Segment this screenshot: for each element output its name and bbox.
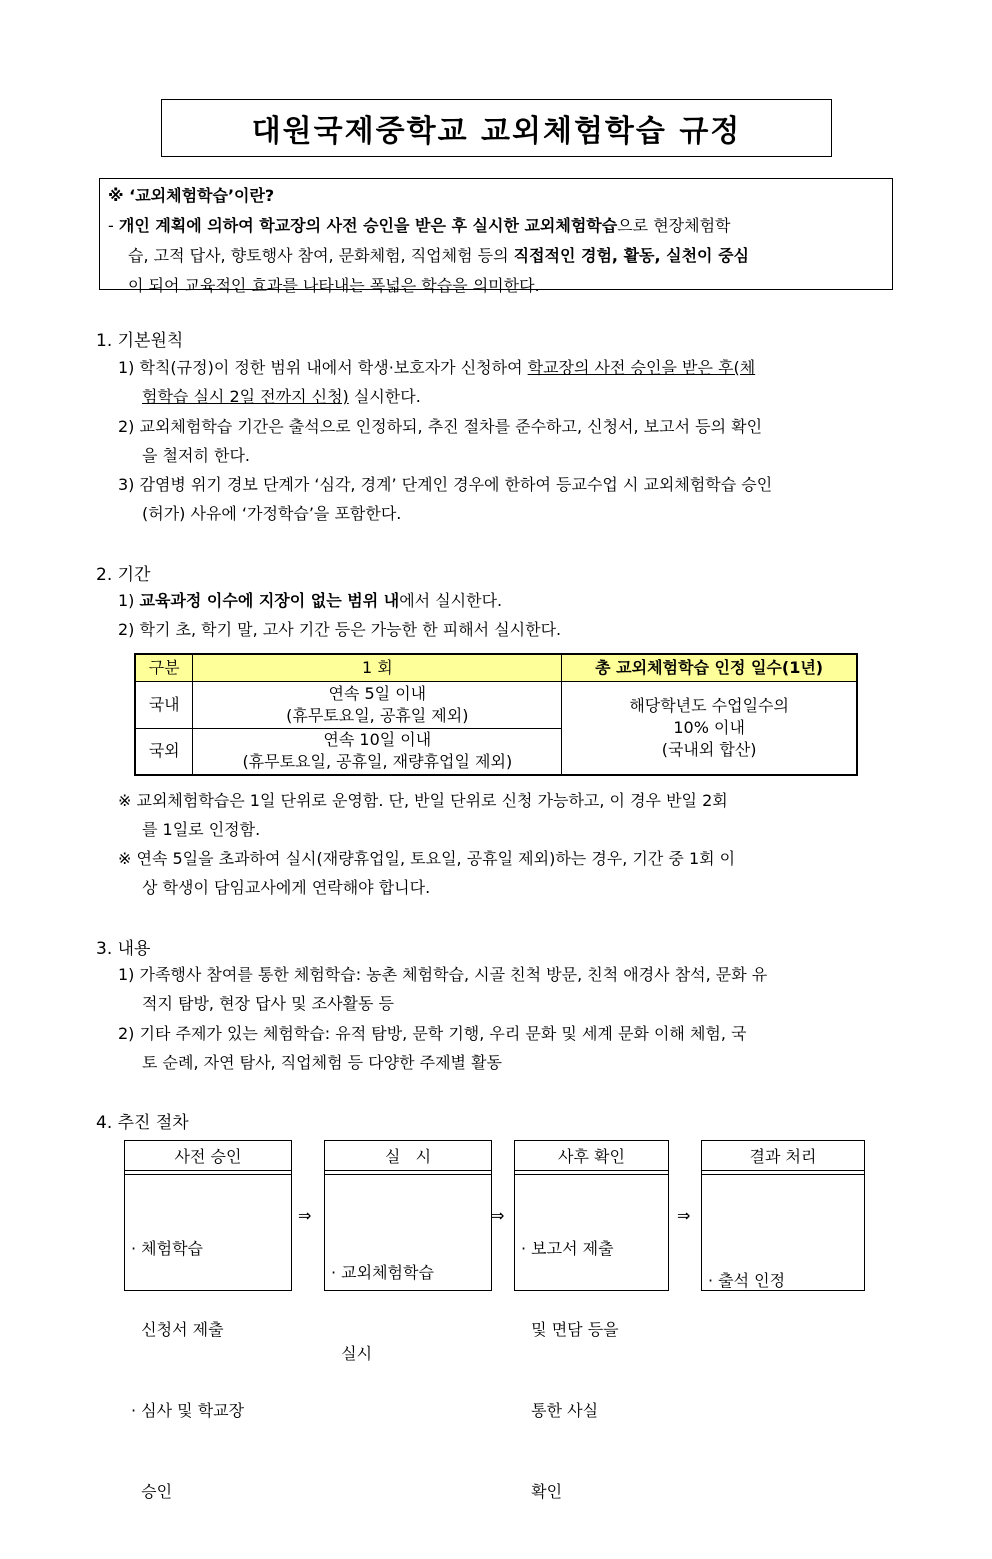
flow-step-line: 실시 <box>331 1344 373 1363</box>
definition-heading: ※ ‘교외체험학습’이란? <box>108 186 275 205</box>
flow-arrow-icon: ⇒ <box>298 1206 312 1225</box>
overseas-once-line-1: 연속 10일 이내 <box>323 730 432 750</box>
section-2-title: 2. 기간 <box>96 565 151 585</box>
s3-item1-line-2: 적지 탐방, 현장 답사 및 조사활동 등 <box>142 994 394 1013</box>
s3-item2-line-1: 2) 기타 주제가 있는 체험학습: 유적 탐방, 문학 기행, 우리 문화 및 세계 문화 이해 체험, 국 <box>118 1024 747 1043</box>
period-table <box>134 653 858 776</box>
s1-item2-line-1: 2) 교외체험학습 기간은 출석으로 인정하되, 추진 절차를 준수하고, 신청서, 보고서 등의 확인 <box>118 417 763 436</box>
s1-item1-underline-1: 학교장의 사전 승인을 받은 후(체 <box>527 358 756 377</box>
flow-step-line: 통한 사실 <box>521 1401 599 1420</box>
flow-step-line: · 출석 인정 <box>708 1271 786 1290</box>
s2-item1-rest: 에서 실시한다. <box>399 591 503 610</box>
flow-step-body <box>325 1174 491 1363</box>
domestic-once-line-2: (휴무토요일, 공휴일 제외) <box>286 705 469 725</box>
s2-item1-bold: 교육과정 이수에 지장이 없는 범위 내 <box>139 591 400 610</box>
flow-step-line: · 교외체험학습 <box>331 1263 434 1282</box>
definition-bold-2: 직접적인 경험, 활동, 실천이 중심 <box>513 246 749 265</box>
flow-step-result <box>701 1140 865 1291</box>
s1-item3-line-2: (허가) 사유에 ‘가정학습’을 포함한다. <box>142 504 402 523</box>
s1-item1-underline-2: 험학습 실시 2일 전까지 신청) <box>142 387 349 406</box>
header-once: 1 회 <box>193 654 562 681</box>
s2-note2-line-1: ※ 연속 5일을 초과하여 실시(재량휴업일, 토요일, 공휴일 제외)하는 경우, 기간 중 1회 이 <box>118 849 736 868</box>
flow-step-head: 결과 처리 <box>702 1141 864 1171</box>
flow-arrow-icon: ⇒ <box>491 1206 505 1225</box>
s3-item1-line-1: 1) 가족행사 참여를 통한 체험학습: 농촌 체험학습, 시골 친척 방문, 친척 애경사 참석, 문화 유 <box>118 965 768 984</box>
row-once-domestic <box>193 681 562 728</box>
flow-step-head: 사전 승인 <box>125 1141 291 1171</box>
section-2-note-2 <box>118 844 898 902</box>
s1-item2-line-2: 을 철저히 한다. <box>142 446 250 465</box>
total-days-cell <box>562 681 857 775</box>
section-3-item-2 <box>118 1019 898 1077</box>
header-type: 구분 <box>135 654 193 681</box>
section-1-title: 1. 기본원칙 <box>96 331 184 351</box>
flow-step-line: · 심사 및 학교장 <box>131 1401 245 1420</box>
section-4-title: 4. 추진 절차 <box>96 1113 189 1133</box>
s2-note1-line-1: ※ 교외체험학습은 1일 단위로 운영함. 단, 반일 단위로 신청 가능하고, 이 경우 반일 2회 <box>118 791 728 810</box>
section-2-item-2: 2) 학기 초, 학기 말, 고사 기간 등은 가능한 한 피해서 실시한다. <box>118 620 562 639</box>
page-title: 대원국제중학교 교외체험학습 규정 <box>251 114 742 149</box>
header-total: 총 교외체험학습 인정 일수(1년) <box>562 654 857 681</box>
s2-item1-prefix: 1) <box>118 591 140 610</box>
row-once-overseas <box>193 728 562 775</box>
s3-item2-line-2: 토 순례, 자연 탐사, 직업체험 등 다양한 주제별 활동 <box>142 1053 502 1072</box>
flow-step-line: · 체험학습 <box>131 1239 203 1258</box>
section-2-note-1 <box>118 786 898 844</box>
total-line-1: 해당학년도 수업일수의 <box>629 695 789 715</box>
section-2-item-1 <box>118 586 898 615</box>
definition-bold-1: 개인 계획에 의하여 학교장의 사전 승인을 받은 후 실시한 교외체험학습 <box>118 216 618 235</box>
section-1-item-2 <box>118 412 898 470</box>
flow-step-line: 및 면담 등을 <box>521 1320 619 1339</box>
flow-step-execution <box>324 1140 492 1363</box>
definition-box <box>99 178 893 295</box>
section-1-item-3 <box>118 470 898 528</box>
row-type-overseas: 국외 <box>135 728 193 775</box>
section-3-item-1 <box>118 960 898 1018</box>
s1-item3-line-1: 3) 감염병 위기 경보 단계가 ‘심각, 경계’ 단계인 경우에 한하여 등교수업 시 교외체험학습 승인 <box>118 475 773 494</box>
flow-step-head: 실 시 <box>325 1141 491 1171</box>
flow-step-line: 승인 <box>131 1482 173 1501</box>
period-table-header-row <box>135 654 857 681</box>
s2-note1-line-2: 를 1일로 인정함. <box>142 820 261 839</box>
section-3-title: 3. 내용 <box>96 939 151 959</box>
flow-step-body <box>125 1174 291 1501</box>
table-row <box>135 681 857 728</box>
definition-line-1 <box>108 211 884 241</box>
total-line-2: 10% 이내 <box>673 717 745 737</box>
flow-step-line: 확인 <box>521 1482 563 1501</box>
s1-item1-end: 실시한다. <box>348 387 421 406</box>
total-line-3: (국내외 합산) <box>661 739 757 759</box>
definition-dash: - <box>108 216 119 235</box>
flow-step-followup <box>514 1140 669 1501</box>
flow-step-body <box>515 1174 668 1501</box>
definition-rest-1: 으로 현장체험학 <box>617 216 731 235</box>
definition-line-3: 이 되어 교육적인 효과를 나타내는 폭넓은 학습을 의미한다. <box>128 276 540 295</box>
flow-step-line: · 보고서 제출 <box>521 1239 614 1258</box>
flow-step-line: 신청서 제출 <box>131 1320 224 1339</box>
definition-line-2 <box>108 241 884 271</box>
s2-note2-line-2: 상 학생이 담임교사에게 연락해야 합니다. <box>142 878 431 897</box>
s1-item1-text: 1) 학칙(규정)이 정한 범위 내에서 학생·보호자가 신청하여 <box>118 358 528 377</box>
title-box <box>161 99 832 157</box>
flow-step-head: 사후 확인 <box>515 1141 668 1171</box>
row-type-domestic: 국내 <box>135 681 193 728</box>
definition-plain-2: 습, 고적 답사, 향토행사 참여, 문화체험, 직업체험 등의 <box>128 246 514 265</box>
overseas-once-line-2: (휴무토요일, 공휴일, 재량휴업일 제외) <box>242 752 513 772</box>
section-1-item-1 <box>118 353 898 411</box>
flow-step-approval <box>124 1140 292 1501</box>
flow-step-body <box>702 1174 864 1290</box>
domestic-once-line-1: 연속 5일 이내 <box>328 683 427 703</box>
flow-arrow-icon: ⇒ <box>677 1206 691 1225</box>
